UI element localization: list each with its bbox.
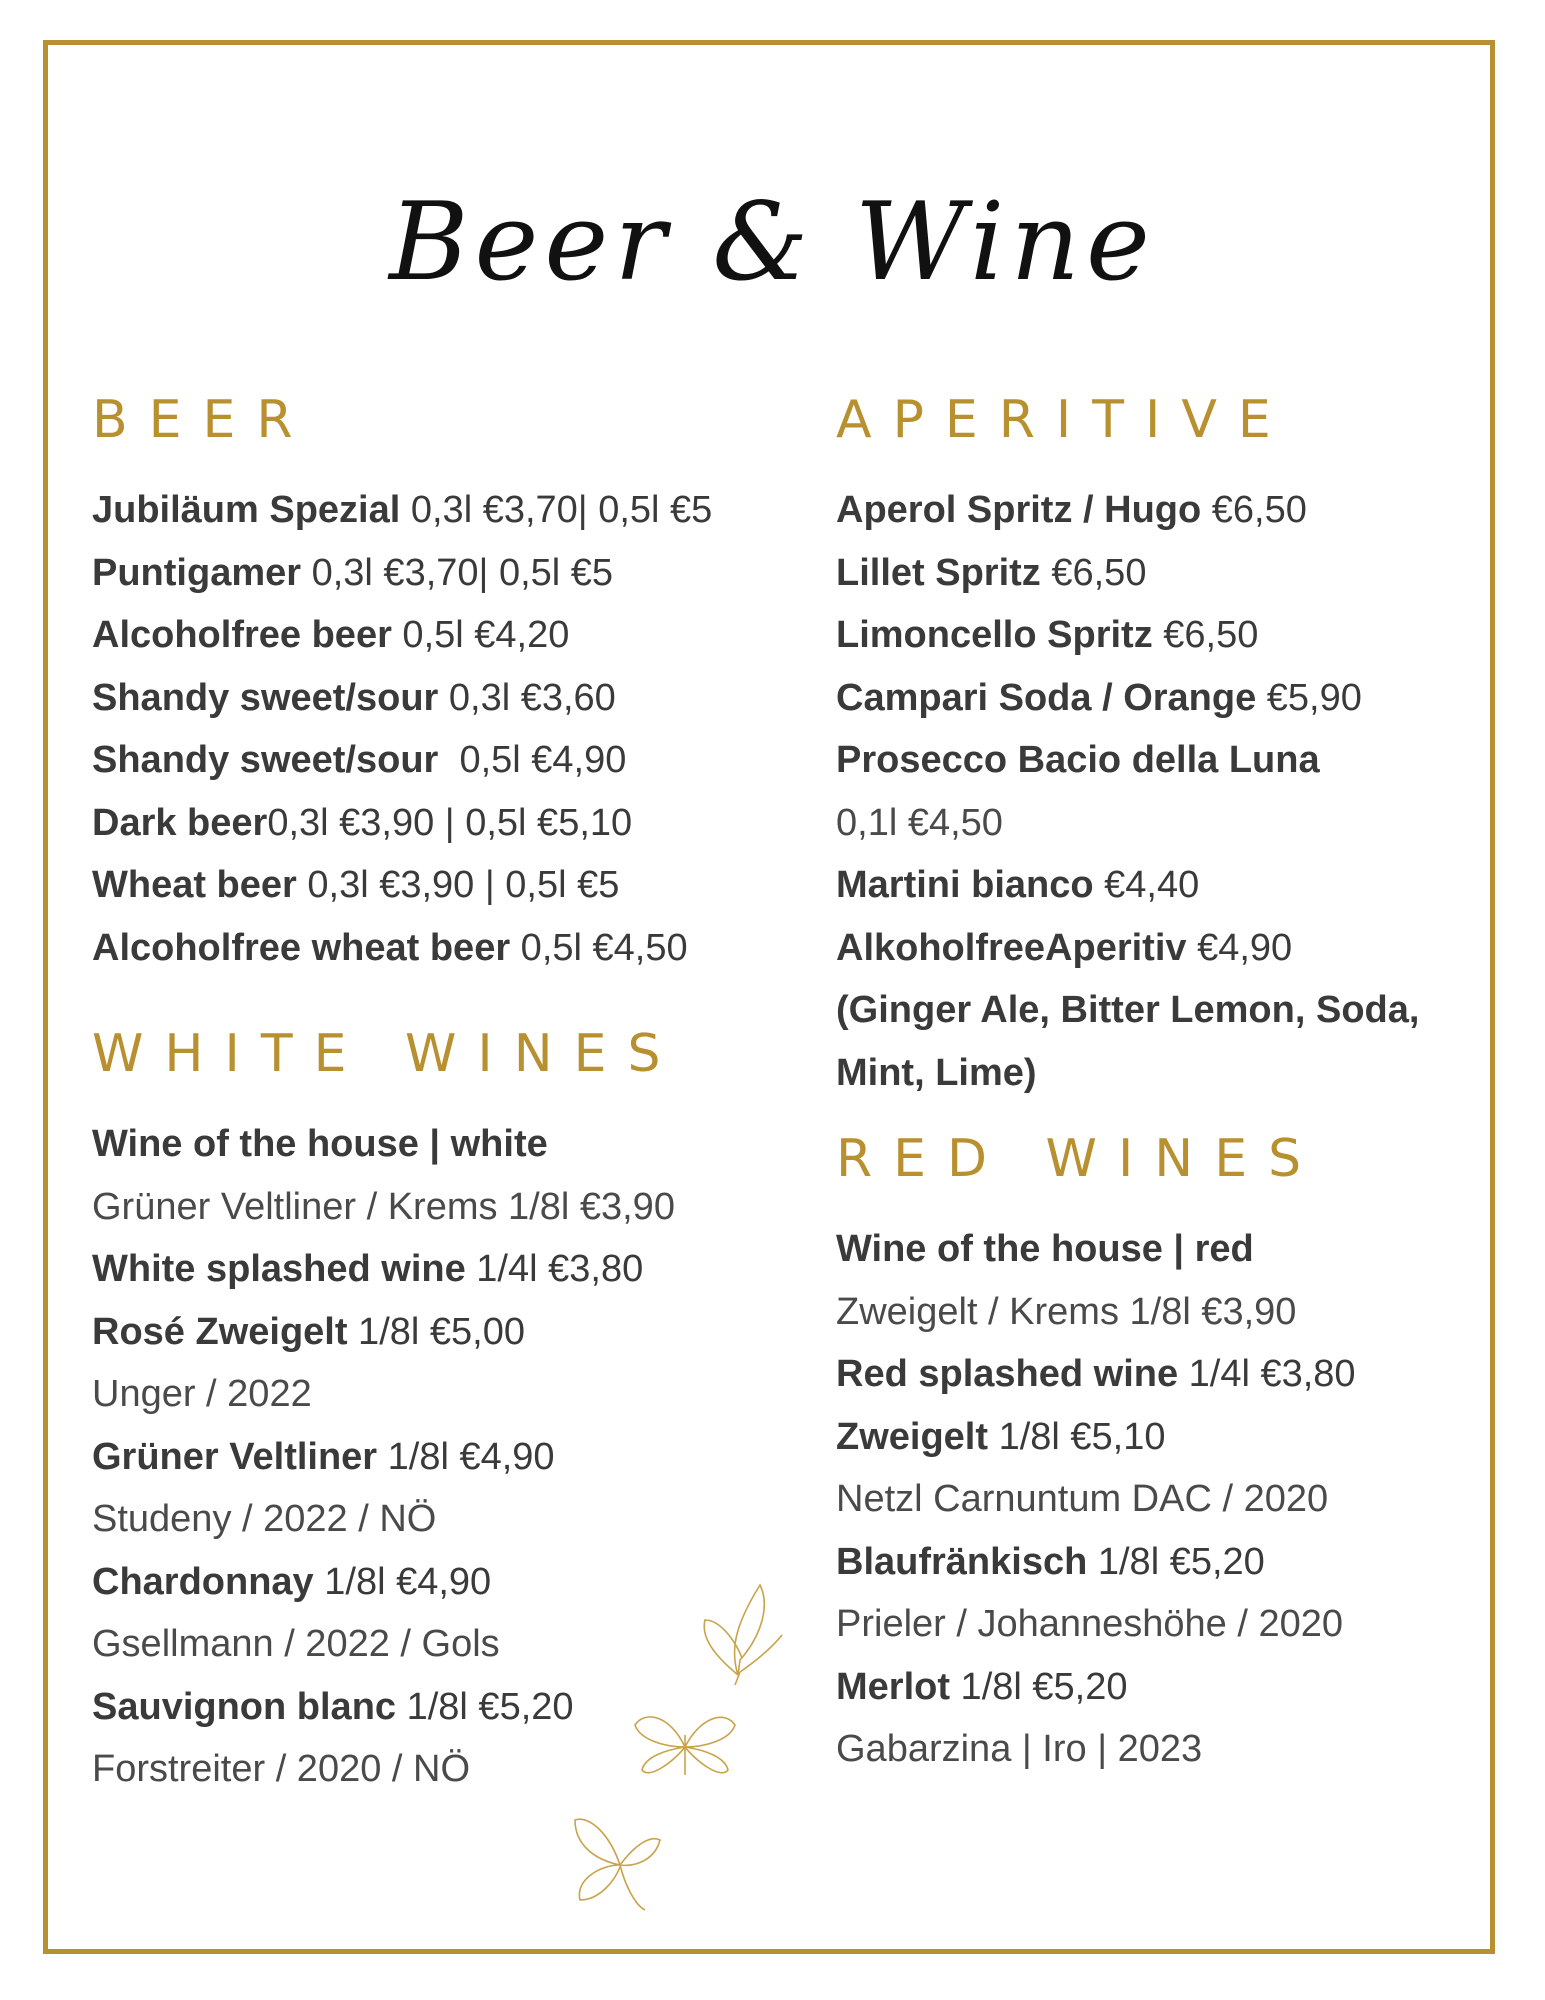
red-wine-item-subline: Gabarzina | Iro | 2023	[836, 1728, 1203, 1770]
aperitive-item	[836, 1042, 1545, 1105]
aperitive-list	[836, 479, 1545, 1104]
beer-item	[92, 917, 812, 980]
white-wine-item-name: Rosé Zweigelt	[92, 1310, 348, 1353]
beer-item	[92, 792, 812, 855]
white-wine-item-subline: Gsellmann / 2022 / Gols	[92, 1623, 500, 1665]
right-column	[836, 385, 1545, 1781]
white-wine-item-detail: 1/8l €4,90	[313, 1560, 492, 1603]
beer-item	[92, 667, 812, 730]
red-wine-item-name: Zweigelt	[836, 1415, 989, 1458]
butterfly-icon	[630, 1705, 740, 1790]
aperitive-item-detail: €6,50	[1040, 551, 1147, 594]
beer-item-name: Puntigamer	[92, 551, 302, 594]
red-wine-item	[836, 1343, 1545, 1406]
white-wine-item-detail: 1/8l €5,20	[396, 1685, 574, 1728]
beer-item-name: Alcoholfree beer	[92, 614, 392, 656]
red-wine-item-detail: 1/8l €5,20	[1087, 1540, 1265, 1583]
white-wine-item-subline: Unger / 2022	[92, 1373, 312, 1415]
aperitive-item-name: Aperol Spritz / Hugo	[836, 489, 1202, 531]
red-wine-item-name: Wine of the house | red	[836, 1228, 1254, 1270]
red-wines-list	[836, 1218, 1545, 1781]
red-wine-item	[836, 1218, 1545, 1281]
menu-title: Beer & Wine	[389, 180, 1156, 305]
aperitive-item-name: Mint, Lime)	[836, 1051, 1037, 1094]
red-wine-item	[836, 1656, 1545, 1719]
butterfly-icon	[565, 1805, 665, 1915]
white-wine-item-subline: Studeny / 2022 / NÖ	[92, 1498, 437, 1540]
aperitive-item	[836, 854, 1545, 917]
red-wine-item-subline: Zweigelt / Krems 1/8l €3,90	[836, 1290, 1297, 1333]
white-wines-list	[92, 1113, 812, 1801]
white-wine-item-name: Wine of the house | white	[92, 1123, 548, 1165]
red-wine-item-subline: Netzl Carnuntum DAC / 2020	[836, 1478, 1329, 1520]
beer-item	[92, 729, 812, 792]
white-wine-item	[92, 1426, 812, 1489]
beer-heading: BEER	[92, 390, 314, 450]
white-wine-item-name: White splashed wine	[92, 1248, 466, 1290]
white-wine-item-name: Grüner Veltliner	[92, 1435, 378, 1478]
aperitive-item-name: (Ginger Ale, Bitter Lemon, Soda,	[836, 989, 1420, 1031]
butterfly-icon	[690, 1580, 790, 1690]
beer-item-name: Shandy sweet/sour	[92, 676, 439, 719]
aperitive-heading: APERITIVE	[836, 390, 1292, 450]
beer-item-detail: 0,3l €3,90 | 0,5l €5	[296, 864, 620, 906]
aperitive-item-detail: €4,90	[1186, 926, 1293, 969]
red-wine-item	[836, 1406, 1545, 1469]
beer-item	[92, 854, 812, 917]
aperitive-item-detail: €5,90	[1256, 676, 1362, 719]
red-wine-item-detail: 1/4l €3,80	[1178, 1353, 1356, 1395]
aperitive-item-name: Limoncello Spritz	[836, 614, 1153, 656]
beer-item-detail: 0,5l €4,20	[391, 614, 570, 656]
aperitive-item	[836, 667, 1545, 730]
aperitive-item	[836, 917, 1545, 980]
beer-item-detail: 0,5l €4,90	[438, 739, 627, 781]
beer-item-name: Alcoholfree wheat beer	[92, 926, 511, 969]
aperitive-item	[836, 604, 1545, 667]
beer-item	[92, 479, 812, 542]
white-wine-item-name: Sauvignon blanc	[92, 1685, 397, 1728]
red-wine-item-detail: 1/8l €5,20	[950, 1665, 1128, 1708]
beer-item-detail: 0,3l €3,60	[438, 676, 616, 719]
beer-list	[92, 479, 812, 979]
white-wine-item-name: Chardonnay	[92, 1560, 314, 1603]
white-wine-item	[92, 1113, 812, 1176]
aperitive-item-detail: €6,50	[1201, 489, 1307, 531]
aperitive-item-name: Prosecco Bacio della Luna	[836, 739, 1320, 781]
white-wine-item-detail: 1/4l €3,80	[465, 1248, 644, 1290]
beer-item-name: Shandy sweet/sour	[92, 739, 439, 781]
beer-item-detail: 0,3l €3,90 | 0,5l €5,10	[267, 801, 633, 844]
aperitive-item	[836, 479, 1545, 542]
white-wines-heading: WHITE WINES	[92, 1024, 682, 1084]
aperitive-item	[836, 542, 1545, 605]
aperitive-item-detail: €6,50	[1152, 614, 1259, 656]
white-wine-item	[92, 1238, 812, 1301]
red-wine-item-name: Merlot	[836, 1665, 950, 1708]
white-wine-item-subline: Grüner Veltliner / Krems 1/8l €3,90	[92, 1185, 675, 1228]
beer-item-detail: 0,5l €4,50	[510, 926, 688, 969]
red-wine-item-name: Red splashed wine	[836, 1353, 1179, 1395]
beer-item-detail: 0,3l €3,70| 0,5l €5	[301, 551, 614, 594]
beer-item-name: Wheat beer	[92, 864, 297, 906]
aperitive-item-name: Lillet Spritz	[836, 551, 1041, 594]
aperitive-item-subline: 0,1l €4,50	[836, 801, 1003, 844]
red-wine-item-name: Blaufränkisch	[836, 1540, 1088, 1583]
aperitive-item	[836, 729, 1545, 792]
red-wine-item-subline: Prieler / Johanneshöhe / 2020	[836, 1603, 1344, 1645]
white-wine-item-subline: Forstreiter / 2020 / NÖ	[92, 1748, 471, 1790]
red-wine-item	[836, 1531, 1545, 1594]
beer-item-detail: 0,3l €3,70| 0,5l €5	[400, 489, 713, 531]
beer-item-name: Dark beer	[92, 801, 268, 844]
red-wine-item-detail: 1/8l €5,10	[988, 1415, 1166, 1458]
aperitive-item	[836, 979, 1545, 1042]
beer-item-name: Jubiläum Spezial	[92, 489, 401, 531]
aperitive-item-name: AlkoholfreeAperitiv	[836, 926, 1187, 969]
aperitive-item-name: Campari Soda / Orange	[836, 676, 1257, 719]
white-wine-item-detail: 1/8l €4,90	[377, 1435, 555, 1478]
white-wine-item-detail: 1/8l €5,00	[347, 1310, 525, 1353]
aperitive-item-name: Martini bianco	[836, 864, 1094, 906]
red-wines-heading: RED WINES	[836, 1129, 1323, 1189]
white-wine-item	[92, 1301, 812, 1364]
beer-item	[92, 542, 812, 605]
beer-item	[92, 604, 812, 667]
aperitive-item-detail: €4,40	[1093, 864, 1200, 906]
